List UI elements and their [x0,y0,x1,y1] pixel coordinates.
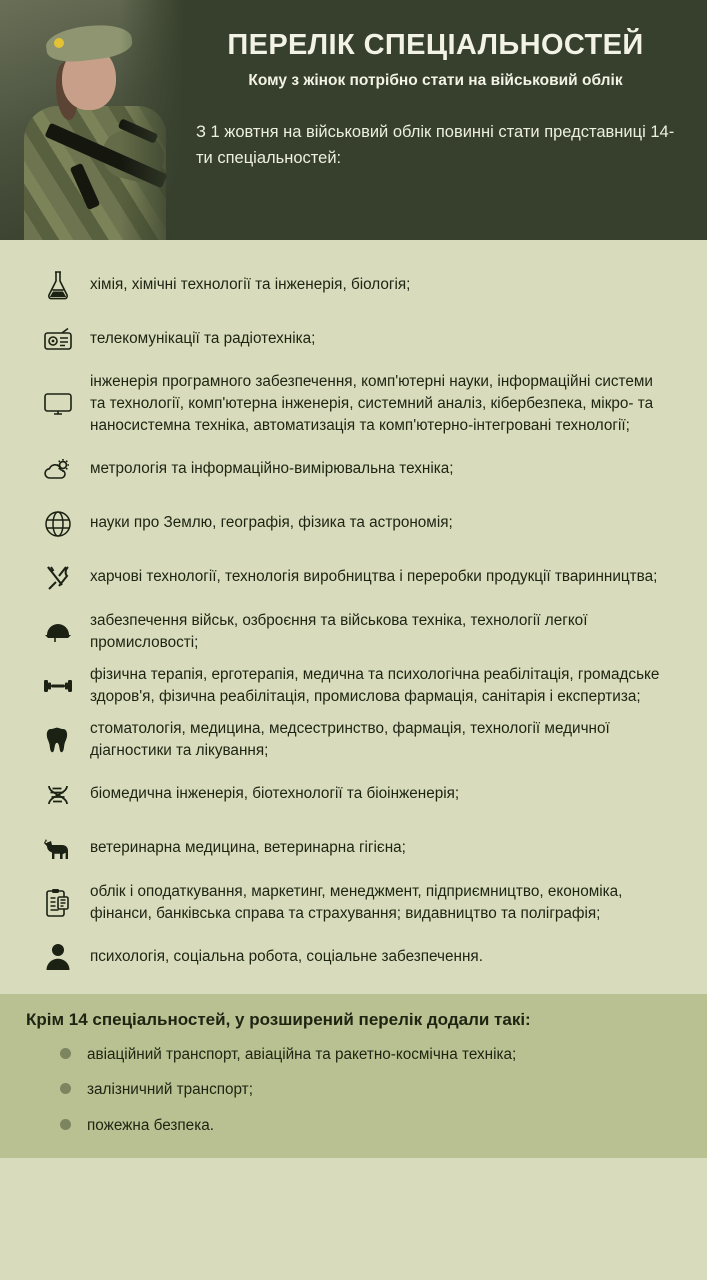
globe-icon [26,510,90,538]
extended-list-item [60,1079,681,1100]
list-item [26,312,681,366]
dna-icon [26,783,90,807]
list-item [26,366,681,443]
header [0,0,707,240]
list-item [26,443,681,497]
weather-icon [26,458,90,482]
list-item-label: стоматологія, медицина, медсестринство, фармація, технології медичної діагностики та лікування; [90,720,610,760]
list-item-label: телекомунікації та радіотехніка; [90,329,316,347]
list-item [26,659,681,713]
list-item-label: фізична терапія, ерготерапія, медична та психологічна реабілітація, громадське здоров'я, фізична реабілітація, промислова фармація, санітарія і експертиза; [90,665,660,706]
list-item-label: біомедична інженерія, біотехнології та біоінженерія; [90,785,460,803]
dog-icon [26,837,90,861]
list-item-label: харчові технології, технологія виробництва і переробки продукції тваринництва; [90,568,658,586]
bullet-icon [60,1083,71,1094]
intro-text: З 1 жовтня на військовий облік повинні стати представниці 14-ти спеціальностей: [196,123,675,168]
page-subtitle: Кому з жінок потрібно стати на військовий облік [248,71,623,89]
specialties-list [0,240,707,988]
extended-list-item-label: залізничний транспорт; [87,1081,253,1099]
cutlery-icon [26,564,90,592]
bullet-icon [60,1119,71,1130]
extended-list-item-label: авіаційний транспорт, авіаційна та ракетно-космічна техніка; [87,1045,517,1063]
clipboard-icon [26,888,90,918]
list-item-label: науки про Землю, географія, фізика та астрономія; [90,514,453,532]
tooth-icon [26,726,90,754]
list-item-label: хімія, хімічні технології та інженерія, біологія; [90,275,411,293]
list-item-label: забезпечення військ, озброєння та військова техніка, технології легкої промисловості; [90,611,588,651]
bullet-icon [60,1048,71,1059]
extended-list-section [0,994,707,1158]
list-item [26,497,681,551]
list-item [26,768,681,822]
header-text-block [190,0,707,240]
list-item [26,822,681,876]
photo-gradient-overlay [120,0,190,240]
list-item-label: психологія, соціальна робота, соціальне забезпечення. [90,947,483,965]
list-item [26,551,681,605]
soldier-photo [0,0,190,240]
helmet-icon [26,620,90,644]
list-item-label: облік і оподаткування, маркетинг, менеджмент, підприємництво, економіка, фінанси, банківська справа та страхування; видавництво та поліграфія; [90,882,623,922]
dumbbell-icon [26,675,90,697]
monitor-icon [26,391,90,417]
list-item [26,258,681,312]
list-item-label: ветеринарна медицина, ветеринарна гігієна; [90,839,406,857]
extended-list-title: Крім 14 спеціальностей, у розширений перелік додали такі: [26,1009,531,1029]
extended-list-item-label: пожежна безпека. [87,1116,214,1134]
flask-icon [26,270,90,300]
radio-icon [26,326,90,352]
list-item [26,876,681,930]
list-item [26,605,681,659]
list-item [26,930,681,984]
list-item [26,713,681,767]
person-icon [26,943,90,971]
page-title: ПЕРЕЛІК СПЕЦІАЛЬНОСТЕЙ [227,29,644,61]
list-item-label: інженерія програмного забезпечення, комп'ютерні науки, інформаційні системи та технології, комп'ютерна інженерія, системний аналіз, кібербезпека, мікро- та наносистемна техніка, автоматизація та комп'ютерно-інтегровані технології; [90,373,654,435]
beret-badge-icon [54,38,64,48]
list-item-label: метрологія та інформаційно-вимірювальна техніка; [90,460,454,478]
extended-list-item [60,1115,681,1136]
extended-list-item [60,1044,681,1065]
